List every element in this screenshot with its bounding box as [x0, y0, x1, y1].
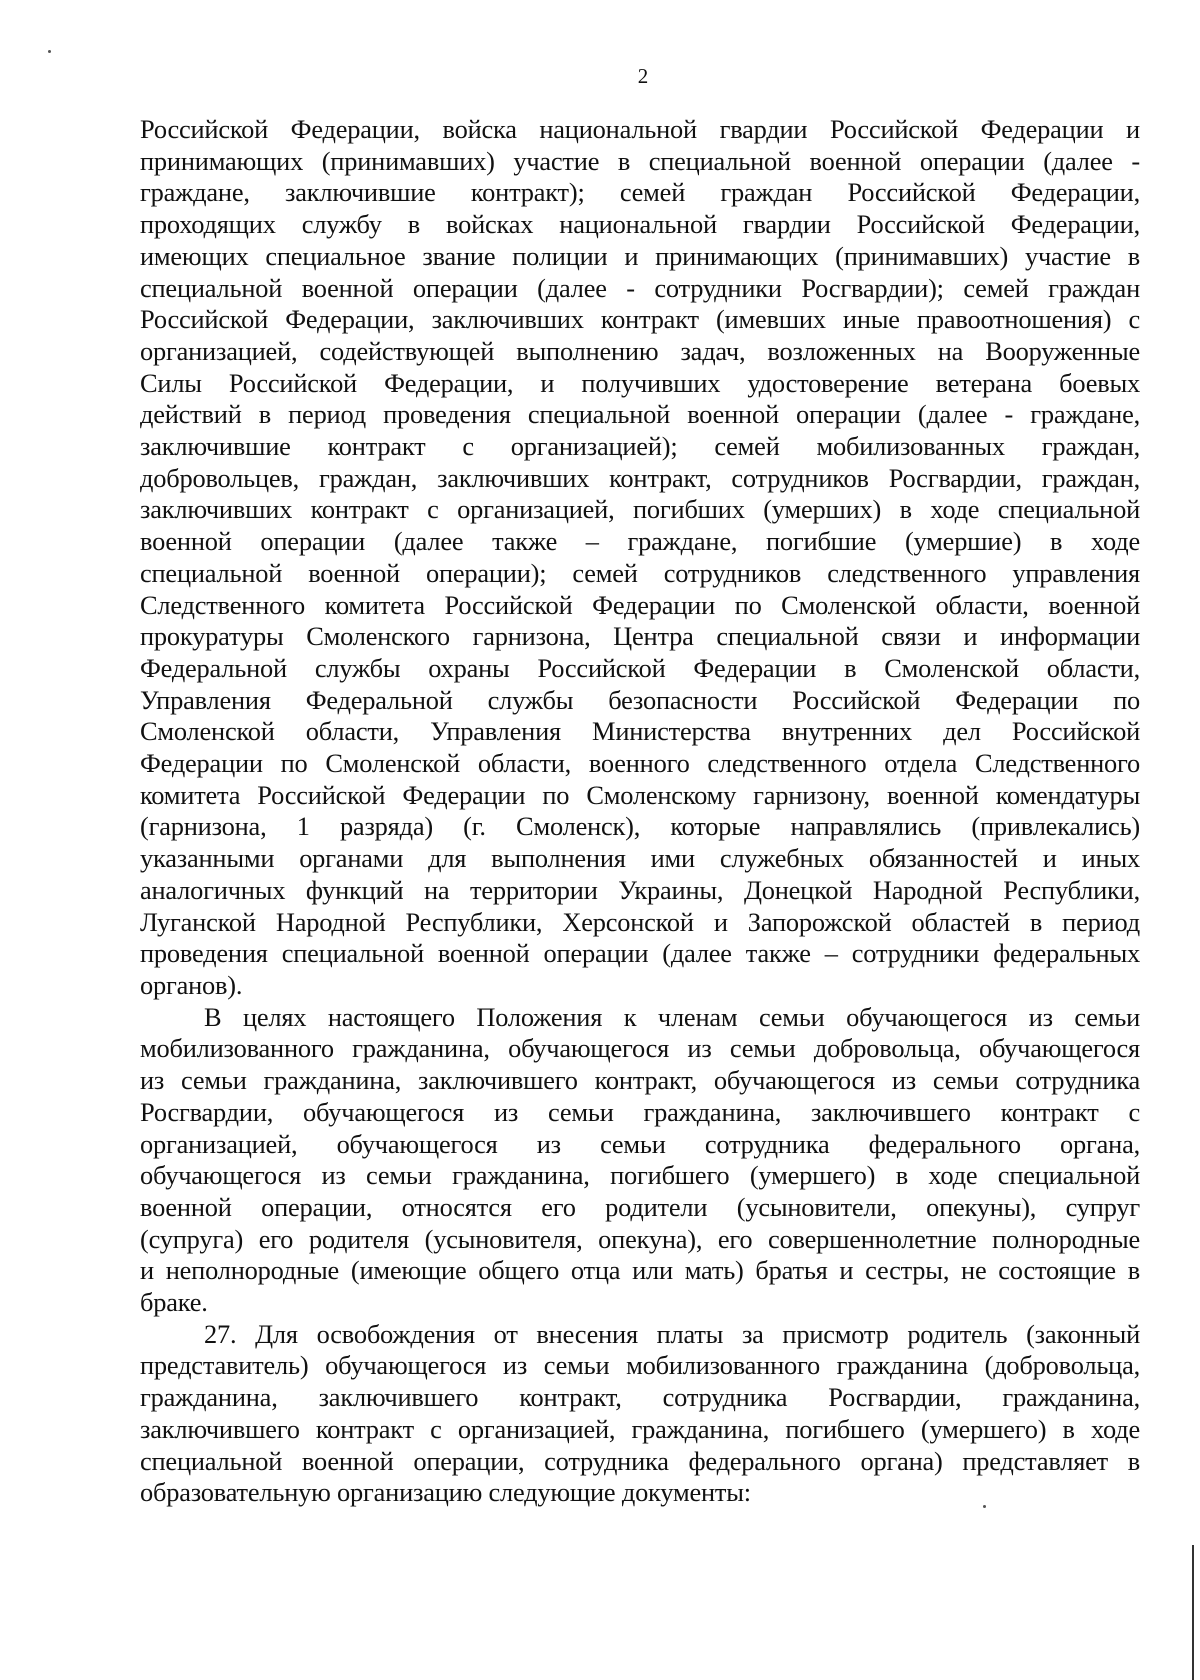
text-line: обучающегося из семьи гражданина, погибшего (умершего) в ходе специальной	[140, 1160, 1140, 1191]
scan-speck	[48, 50, 51, 53]
text-line: добровольцев, граждан, заключивших контракт, сотрудников Росгвардии, граждан,	[140, 462, 1140, 493]
text-line: представитель) обучающегося из семьи мобилизованного гражданина (добровольца,	[140, 1350, 1140, 1381]
text-line: мобилизованного гражданина, обучающегося из семьи добровольца, обучающегося	[140, 1033, 1140, 1064]
text-line: организацией, содействующей выполнению задач, возложенных на Вооруженные	[140, 335, 1140, 366]
text-line: образовательную организацию следующие документы:	[140, 1477, 751, 1508]
text-line: проходящих службу в войсках национальной гвардии Российской Федерации,	[140, 209, 1140, 240]
text-line: имеющих специальное звание полиции и принимающих (принимавших) участие в	[140, 240, 1140, 271]
text-line: Федеральной службы охраны Российской Федерации в Смоленской области,	[140, 652, 1140, 683]
text-line: специальной военной операции); семей сотрудников следственного управления	[140, 557, 1140, 588]
text-line: организацией, обучающегося из семьи сотрудника федерального органа,	[140, 1128, 1140, 1159]
text-line: военной операции (далее также – граждане, погибшие (умершие) в ходе	[140, 526, 1140, 557]
text-line: из семьи гражданина, заключившего контракт, обучающегося из семьи сотрудника	[140, 1065, 1140, 1096]
paragraph	[140, 1319, 1140, 1509]
text-line: граждане, заключившие контракт); семей граждан Российской Федерации,	[140, 177, 1140, 208]
text-line: Луганской Народной Республики, Херсонской и Запорожской областей в период	[140, 906, 1140, 937]
text-line: комитета Российской Федерации по Смоленскому гарнизону, военной комендатуры	[140, 779, 1140, 810]
text-line: Российской Федерации, заключивших контракт (имевших иные правоотношения) с	[140, 304, 1140, 335]
scan-edge-line	[1192, 1545, 1194, 1680]
text-line: Силы Российской Федерации, и получивших удостоверение ветерана боевых	[140, 367, 1140, 398]
text-line: Следственного комитета Российской Федерации по Смоленской области, военной	[140, 589, 1140, 620]
text-line: заключивших контракт с организацией, погибших (умерших) в ходе специальной	[140, 494, 1140, 525]
text-line: браке.	[140, 1287, 208, 1318]
text-line: Российской Федерации, войска национальной гвардии Российской Федерации и	[140, 114, 1140, 144]
text-line: специальной военной операции (далее - сотрудники Росгвардии); семей граждан	[140, 272, 1140, 303]
text-line: заключившего контракт с организацией, гражданина, погибшего (умершего) в ходе	[140, 1413, 1140, 1444]
paragraph	[140, 114, 1140, 1002]
text-line: Смоленской области, Управления Министерства внутренних дел Российской	[140, 716, 1140, 747]
text-line: и неполнородные (имеющие общего отца или мать) братья и сестры, не состоящие в	[140, 1255, 1140, 1286]
text-line: (супруга) его родителя (усыновителя, опекуна), его совершеннолетние полнородные	[140, 1223, 1140, 1254]
document-body	[140, 114, 1140, 1509]
text-line: гражданина, заключившего контракт, сотрудника Росгвардии, гражданина,	[140, 1382, 1140, 1413]
text-line: 27. Для освобождения от внесения платы за присмотр родитель (законный	[204, 1318, 1140, 1349]
text-line: действий в период проведения специальной военной операции (далее - граждане,	[140, 399, 1140, 430]
text-line: принимающих (принимавших) участие в специальной военной операции (далее -	[140, 145, 1140, 176]
text-line: (гарнизона, 1 разряда) (г. Смоленск), которые направлялись (привлекались)	[140, 811, 1140, 842]
page-number: 2	[637, 64, 649, 88]
scan-speck	[983, 1505, 986, 1508]
paragraph	[140, 1002, 1140, 1319]
text-line: Управления Федеральной службы безопасности Российской Федерации по	[140, 684, 1140, 715]
text-line: указанными органами для выполнения ими служебных обязанностей и иных	[140, 843, 1140, 874]
text-line: проведения специальной военной операции (далее также – сотрудники федеральных	[140, 938, 1140, 969]
text-line: аналогичных функций на территории Украины, Донецкой Народной Республики,	[140, 874, 1140, 905]
text-line: заключившие контракт с организацией); семей мобилизованных граждан,	[140, 431, 1140, 462]
text-line: В целях настоящего Положения к членам семьи обучающегося из семьи	[204, 1001, 1140, 1032]
text-line: прокуратуры Смоленского гарнизона, Центра специальной связи и информации	[140, 621, 1140, 652]
text-line: органов).	[140, 969, 243, 1000]
text-line: специальной военной операции, сотрудника федерального органа) представляет в	[140, 1445, 1140, 1476]
text-line: военной операции, относятся его родители (усыновители, опекуны), супруг	[140, 1191, 1140, 1222]
text-line: Федерации по Смоленской области, военного следственного отдела Следственного	[140, 748, 1140, 779]
text-line: Росгвардии, обучающегося из семьи гражданина, заключившего контракт с	[140, 1096, 1140, 1127]
